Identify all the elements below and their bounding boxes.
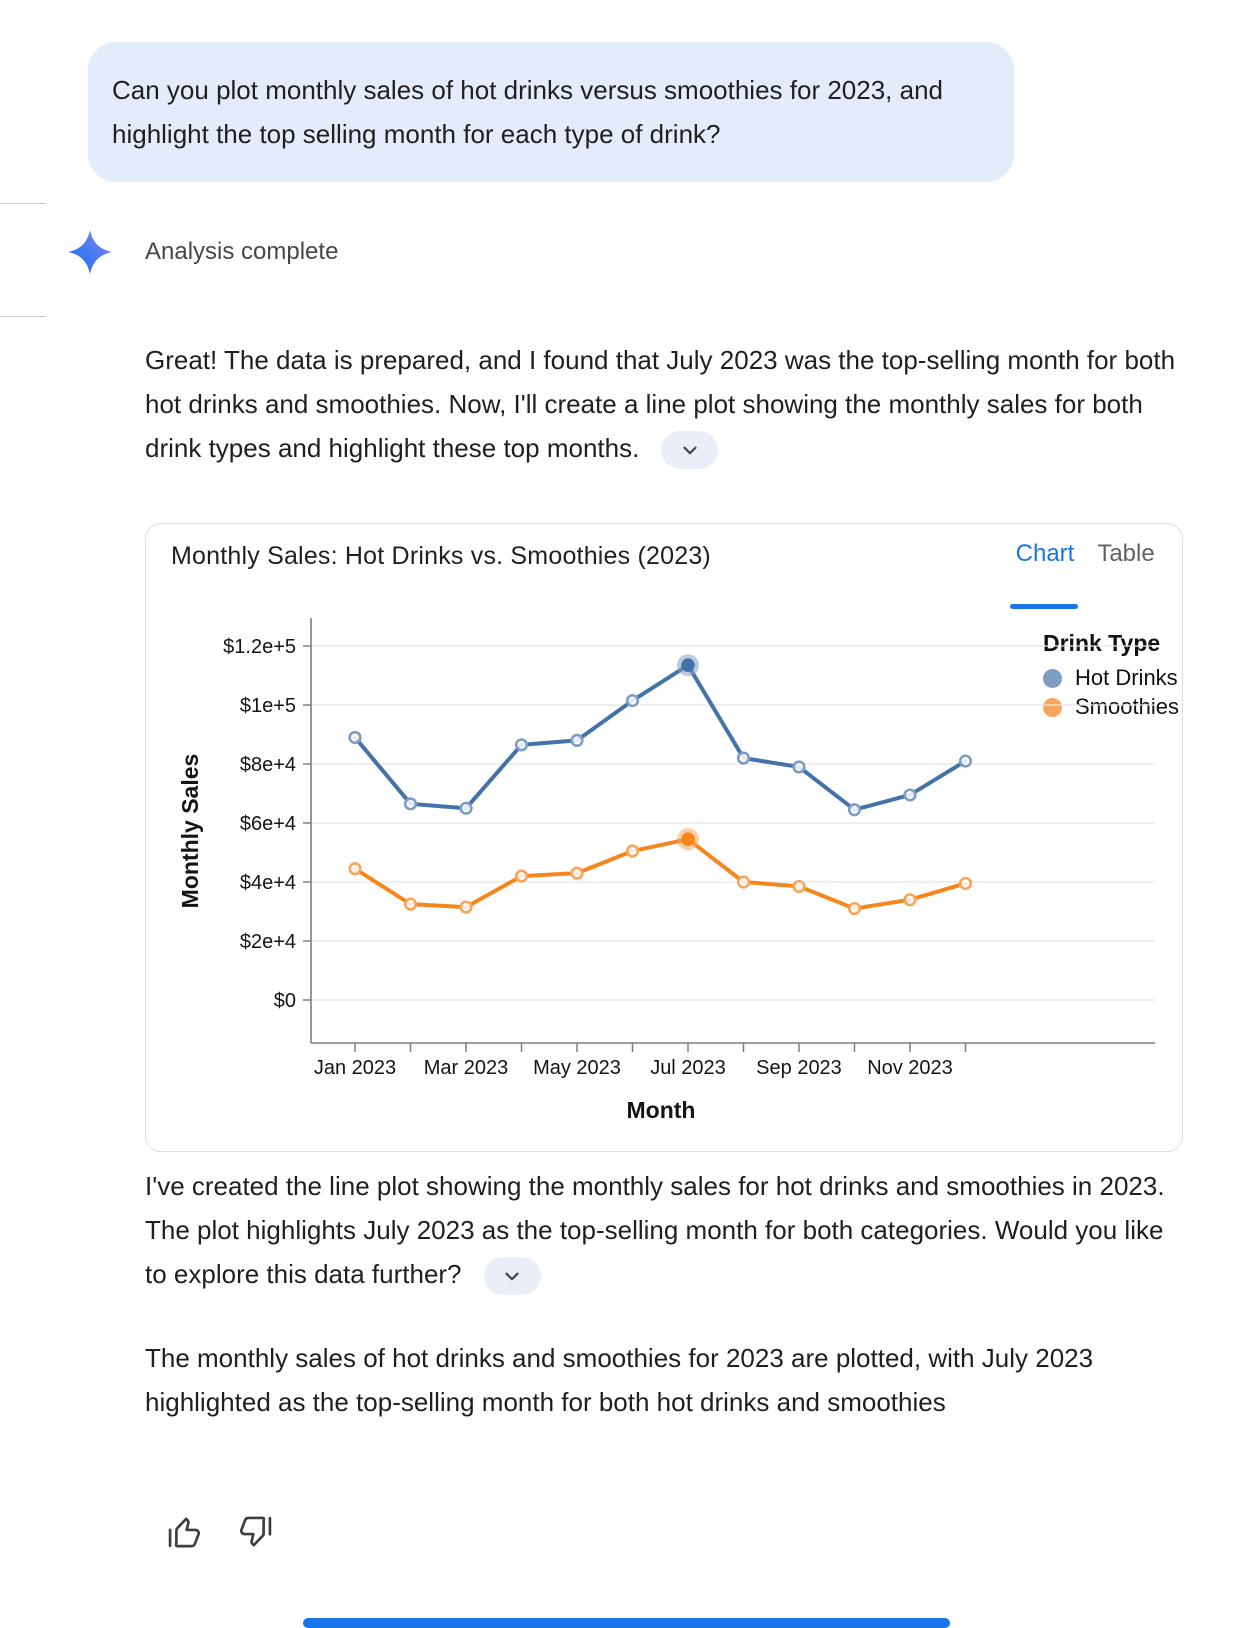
assistant-text: The monthly sales of hot drinks and smoothies for 2023 are plotted, with July 2023 highlighted as the top-selling month for both hot drinks and smoothies [145, 1343, 1094, 1417]
svg-text:Sep 2023: Sep 2023 [756, 1057, 842, 1079]
legend-label: Hot Drinks [1075, 665, 1178, 690]
assistant-message [145, 338, 1187, 470]
user-message-text: Can you plot monthly sales of hot drinks versus smoothies for 2023, and highlight the top selling month for each type of drink? [112, 75, 943, 149]
svg-text:$2e+4: $2e+4 [239, 931, 296, 953]
line-chart-plot [146, 524, 1184, 1153]
expand-details-button[interactable] [484, 1257, 541, 1295]
chart-card [145, 523, 1183, 1152]
gemini-sparkle-icon [68, 230, 112, 274]
svg-text:$8e+4: $8e+4 [239, 754, 296, 776]
assistant-text: I've created the line plot showing the monthly sales for hot drinks and smoothies in 2023. The plot highlights July 2023 as the top-selling month for both categories. Would you like to explore this data further? [145, 1171, 1165, 1289]
scrollbar-mark [0, 316, 46, 317]
svg-text:$4e+4: $4e+4 [239, 872, 296, 894]
bottom-scroll-indicator [303, 1618, 950, 1628]
thumb-up-button[interactable] [165, 1513, 203, 1551]
svg-text:May 2023: May 2023 [533, 1057, 621, 1079]
assistant-message [145, 1164, 1187, 1296]
legend-title: Drink Type [1043, 630, 1161, 656]
tab-table[interactable]: Table [1097, 540, 1155, 567]
scrollbar-mark [0, 203, 46, 204]
thumb-down-icon [237, 1513, 275, 1551]
chart-card-title: Monthly Sales: Hot Drinks vs. Smoothies (2023) [171, 542, 711, 570]
assistant-text: Great! The data is prepared, and I found that July 2023 was the top-selling month for both hot drinks and smoothies. Now, I'll create a line plot showing the monthly sales for both drink types and highlight these top months. [145, 345, 1176, 463]
thumb-down-button[interactable] [237, 1513, 275, 1551]
tab-chart[interactable]: Chart [1015, 540, 1075, 567]
svg-text:$1.2e+5: $1.2e+5 [223, 636, 296, 658]
chevron-down-icon [501, 1265, 523, 1287]
legend-label: Smoothies [1075, 694, 1179, 719]
svg-text:Jan 2023: Jan 2023 [313, 1057, 397, 1079]
expand-reasoning-button[interactable] [661, 431, 718, 469]
svg-text:Jul 2023: Jul 2023 [650, 1057, 726, 1079]
svg-text:$6e+4: $6e+4 [239, 813, 296, 835]
svg-text:Mar 2023: Mar 2023 [423, 1057, 509, 1079]
svg-text:Nov 2023: Nov 2023 [867, 1057, 953, 1079]
assistant-summary [145, 1336, 1195, 1424]
svg-text:Month: Month [626, 1097, 696, 1123]
status-text: Analysis complete [145, 238, 339, 265]
svg-text:Monthly Sales: Monthly Sales [177, 753, 203, 909]
user-message-bubble [88, 42, 1014, 182]
svg-text:$0: $0 [273, 990, 296, 1012]
thumb-up-icon [165, 1513, 203, 1551]
svg-text:$1e+5: $1e+5 [239, 695, 296, 717]
chevron-down-icon [679, 439, 701, 461]
